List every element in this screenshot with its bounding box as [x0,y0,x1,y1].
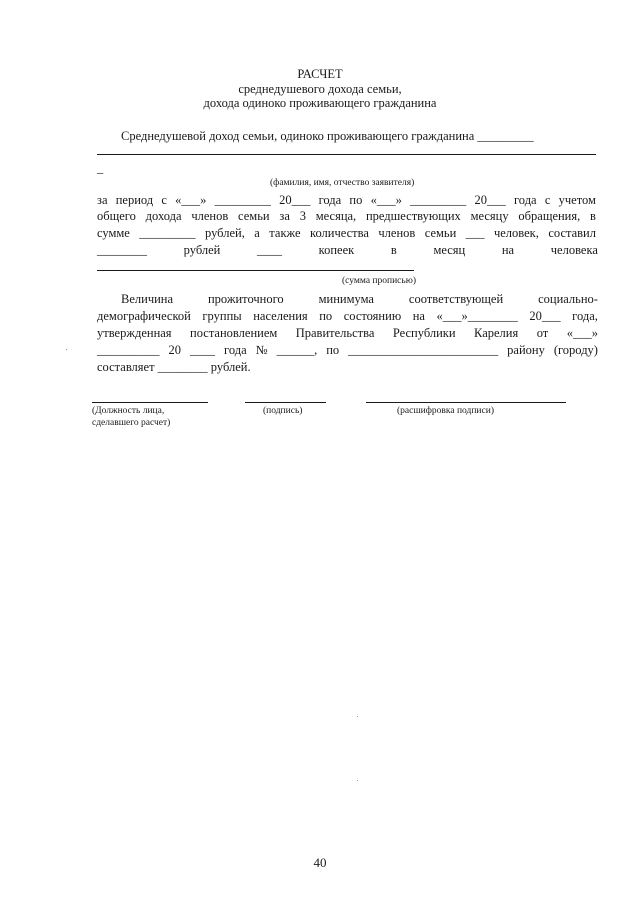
word: года, [572,309,598,323]
word: Величина [121,292,174,306]
paragraph-2-line-2 [97,209,596,224]
word: месяца, [315,209,357,223]
signature-decoding-line [366,402,566,403]
word: сумме [97,226,130,240]
word: также [269,226,301,240]
word: 20___ [279,193,311,207]
paragraph-3-line-1 [121,292,598,307]
caption-signature: (подпись) [263,406,303,416]
word: постановлением [190,326,278,340]
paragraph-3-line-3 [97,326,598,341]
word: 20___ [529,309,561,323]
word: с [544,193,551,207]
word: «___» [566,326,598,340]
p2-line4-word-3: ____ [257,243,283,257]
p2-line4-word-5: в [390,243,397,257]
word: 3 [299,209,306,223]
word: обращения, [518,209,581,223]
paragraph-2-line-3 [97,226,596,241]
word: _________ [410,193,467,207]
p2-line4-word-4: копеек [318,243,355,257]
word: минимума [318,292,374,306]
p2-line4-word-2: рублей [183,243,221,257]
word: прожиточного [207,292,284,306]
word: членов [191,209,229,223]
word: ____ [190,343,215,357]
document-title: РАСЧЕТ [297,67,343,81]
word: семьи [238,209,270,223]
word: «___» [175,193,207,207]
word: с [161,193,167,207]
word: за [97,193,108,207]
word: в [590,209,596,223]
paragraph-3-line-2 [97,309,598,324]
scan-speck [357,780,358,781]
word: ______, [276,343,318,357]
page-number: 40 [313,855,327,870]
word: по [319,309,333,323]
word: 20___ [474,193,506,207]
word: года [318,193,342,207]
document-subtitle-2: дохода одиноко проживающего гражданина [203,96,437,110]
applicant-name-line [97,154,596,155]
amount-in-words-line [97,270,414,271]
word: на [412,309,425,323]
word: общего [97,209,136,223]
word: предшествующих [365,209,461,223]
word: составил [548,226,596,240]
paragraph-3-line-4 [97,343,598,358]
paragraph-3-line-5: составляет ________ рублей. [97,360,251,374]
word: человек, [493,226,539,240]
word: состоянию [343,309,402,323]
word: «___» [370,193,402,207]
signature-line [245,402,326,403]
word: рублей, [205,226,245,240]
word: а [254,226,260,240]
word: ________________________ [348,343,499,357]
word: семьи [424,226,457,240]
p2-line4-word-1: ________ [97,243,147,257]
word: дохода [145,209,182,223]
word: года [513,193,537,207]
caption-position-2: сделавшего расчет) [92,418,171,428]
word: группы [202,309,242,323]
word: месяцу [470,209,509,223]
paragraph-1-dash: _ [97,161,104,175]
word: от [536,326,549,340]
word: период [115,193,154,207]
p2-line4-word-8: человека [550,243,598,257]
caption-amount-in-words: (сумма прописью) [342,276,416,286]
word: членов [378,226,416,240]
paragraph-1-line-1: Среднедушевой доход семьи, одиноко проживающего гражданина _________ [121,129,534,143]
word: года [224,343,247,357]
word: Правительства [295,326,375,340]
word: по [349,193,363,207]
word: 20 [168,343,181,357]
position-line [92,402,208,403]
word: утвержденная [97,326,172,340]
paragraph-2-line-4 [97,243,598,258]
word: _________ [139,226,196,240]
word: учетом [558,193,596,207]
paragraph-2-line-1 [97,193,596,208]
word: району [507,343,545,357]
word: ___ [465,226,485,240]
word: № [255,343,268,357]
document-subtitle-1: среднедушевого дохода семьи, [238,82,402,96]
word: _________ [214,193,271,207]
word: социально- [538,292,598,306]
p2-line4-word-7: на [501,243,515,257]
word: за [279,209,290,223]
word: (городу) [553,343,598,357]
word: населения [253,309,308,323]
caption-applicant-name: (фамилия, имя, отчество заявителя) [270,178,415,188]
p2-line4-word-6: месяц [433,243,466,257]
word: Карелия [474,326,519,340]
word: соответствующей [408,292,504,306]
word: Республики [392,326,456,340]
caption-position-1: (Должность лица, [92,406,165,416]
word: количества [310,226,369,240]
word: по [326,343,340,357]
caption-signature-decoding: (расшифровка подписи) [397,406,494,416]
word: __________ [97,343,160,357]
scan-speck [357,716,358,717]
word: демографической [97,309,191,323]
scan-speck [66,349,67,350]
word: «___»________ [436,309,518,323]
